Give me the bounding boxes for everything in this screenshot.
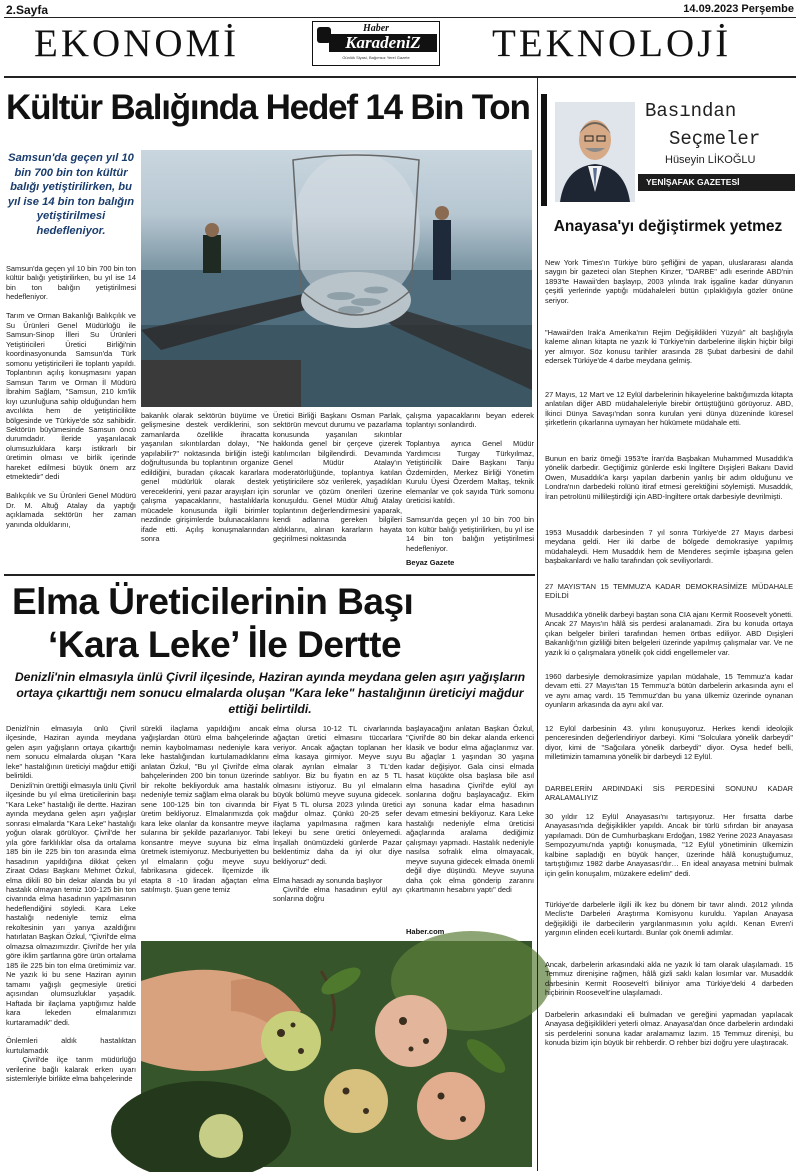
column-paragraph: 27 Mayıs, 12 Mart ve 12 Eylül darbelerinin hikayelerine baktığımızda kitapta anlatılan diğer ABD müdahaleleriyle birebir örtüştüğünü görüyoruz. ABD, İkinci Dünya Savaşı'ndan sonra kurulan yeni dünya düzeninde küresel şirketlerin çıkarlarına uymayan her hükümete müdahale etti.: [545, 390, 796, 428]
page-number: [6, 3, 48, 17]
headline-apple-1: Elma Üreticilerinin Başı: [12, 581, 414, 622]
section-title-left: EKONOMİ: [34, 22, 240, 65]
headline-fish: Kültür Balığında Hedef 14 Bin Ton: [6, 88, 530, 127]
column-paragraph: Ancak, darbelerin arkasındaki akla ne yazık ki tam olarak ulaşılamadı. 15 Temmuz direnişine rağmen, hâlâ gizli saklı kalan kısımlar var. Musaddık darbesinin Kermit Roosevelt'i biliniyor ama Türkiye'deki 4 darbeden hiçbirinin Roosevelt'ine ulaşılamadı.: [545, 960, 796, 998]
lead-apple: Denizli'nin elmasıyla ünlü Çivril ilçesinde, Haziran ayında meydana gelen aşırı yağışların ortaya çıkarttığı nem sonucu elmalarda oluşan "Kara leke" hastalığının üreticiyi mağdur ettiği belirtildi.: [14, 670, 526, 716]
author-portrait-illustration: [555, 102, 635, 202]
fish-farm-illustration: [141, 150, 532, 407]
apple-col-1: Denizli'nin elmasıyla ünlü Çivril ilçesinde, Haziran ayında meydana gelen aşırı yağışların ortaya çıkarttığı nem sonucu elmalarda oluşan "Kara leke" hastalığının üreticiyi mağdur ettiği belirtildi. Denizli'nin ürettiği elmasıyla ünlü Çivril ilçesinde bu yıl elma üreticilerinin başı "Kara Leke" hastalığı ile dertte. Haziran ayında meydana gelen aşırı yağışlar sonrası elmalarda "Kara Leke" hastalığı yoğun olarak görülüyor. Çivril'de her yıla göre farklılıklar olsa da ortalama 185 bin ile 225 bin ton arasında elma hasadının yapıldığına dikkat çeken Ziraat Odası Başkanı Mehmet Özkul, elma dikili 80 bin dekar alanda bu yıl hastalık olmayan temiz 100-125 bin ton civarında elma hasadının yapılmasının hedeflendiğini söyledi. Kara Leke hastalığı nedeniyle temiz elma rekoltesinin yarı yarıya azaldığını hatırlatan Başkan Özkul, "Çivril'de elma olmazsa olmazımızdır. Çivril'de her yıla göre iklim şartlarına göre ürün ortalama 185 ile 225 bin ton elma üretimimiz var. Ne yazık ki bu sene Haziran ayının tamamı yağışlı geçmesiyle üretici açısından olumsuzluklar yaşadık. Haftada bir ilaçlama yaptığımız halde kara lekeden elmalarımızı kurtaramadık" dedi. Önlemleri aldık hastalıktan kurtulamadık Çivril'de ilçe tarım müdürlüğü verilerine bağlı kalarak erken uyarı sistemleriyle birlikte elma bahçelerinde: [6, 724, 137, 1084]
column-body: [545, 258, 796, 1048]
apple-illustration: [141, 941, 532, 1167]
section-title-right: TEKNOLOJİ: [492, 22, 732, 65]
column-paragraph: Darbelerin arkasındaki eli bulmadan ve gereğini yapmadan yapılacak Anayasa değişiklikleri yeterli olmaz. Anayasa'dan önce darbelerin ardındaki sis perdelerini sonuna kadar aralamamız lazım. 15 Temmuz direnişi, bu konuda bizim için büyük bir rehberdir. O rehber bizi doğru yere ulaştıracak.: [545, 1010, 796, 1048]
column-subheading: DARBELERİN ARDINDAKİ SİS PERDESİNİ SONUNU KADAR ARALAMALIYIZ: [545, 784, 795, 803]
fish-col-2: bakanlık olarak sektörün büyüme ve gelişmesine destek verdiklerini, son zamanlarda özellikle ihracatta yaşanılan sıkıntılardan dolayı, "Ne yapılabilir?" noktasında birliğin isteği doğrultusunda bu toplantının organize edildiğini, buradan çıkacak kararlara genel müdürlük olarak destek vereceklerini, yeni pazar arayışları için çalışma yapacaklarını, hastalıklarla mücadele konusunda ilgili birimler nezdinde girişimlerde bulunacaklarını ifade etti. Açılış konuşmalarından sonra: [141, 411, 272, 544]
headline-apple-2: ‘Kara Leke’ İle Dertte: [48, 624, 402, 665]
apple-source: Haber.com: [406, 927, 445, 936]
column-paragraph: 1960 darbesiyle demokrasimize yapılan müdahale, 15 Temmuz'a kadar devam etti. 27 Mayıs'tan 15 Temmuz'a bütün darbelerin arkasında aynı el ve aynı amaç vardı. 15 Temmuz'dan bu yana ülkemiz üzerinde oynanan oyunların arkasında da aynı akıl var.: [545, 672, 796, 710]
column-paragraph: New York Times'ın Türkiye büro şefliğini de yapan, uluslararası alanda saygın bir gazeteci olan Stephen Kinzer, "DARBE" adlı eserinde ABD'nin 1893'te Hawaii'den başlayıp, 2003 yılında Irak işgaline kadar dünyanın çeşitli yerlerinde yaptığı müdahaleleri bütün çıplaklığıyla gözler önüne seriyor.: [545, 258, 796, 305]
apple-col-3: elma olursa 10-12 TL civarlarında ağaçtan üretici elmasını tüccarlara veriyor. Ancak ağaçtan toplanan her elma kasaya girmiyor. Meyve suyu olarak ayrılan elmalar 3 TL'den satılıyor. Biz bu fiyatın en az 5 TL olmasını istiyoruz. Bu yıl elmaların büyük bölümü meyve suyuna gidecek. Fiyat 5 TL olursa 2023 yılında üretici mağdur olmaz. Çünkü 20-25 sefer ilaçlama yapılmasına rağmen kara lekeyi bu sene üretici önleyemedi. İnşallah önümüzdeki günlerde Pazar beklentimiz daha da iyi olur diye bekliyoruz" dedi. Elma hasadı ay sonunda başlıyor Çivril'de elma hasadının eylül ayı sonlarına doğru: [273, 724, 403, 904]
logo-top-text: Haber: [362, 23, 390, 34]
fish-col-1: Samsun'da geçen yıl 10 bin 700 bin ton kültür balığı yetiştirilirken, bu yıl ise 14 bin ton balığın yetiştirilmesi hedefleniyor. Tarım ve Orman Bakanlığı Balıkçılık ve Su Ürünleri Genel Müdürlüğü ile Samsun-Sinop İlleri Su Ürünleri Yetiştiricileri Üretici Birliği'nin koordinasyonunda Samsun'da Türk somonu yetiştiricileri ile toplantı yapıldı. Toplantının açılış konuşmasını yapan Samsun Tarım ve Orman İl Müdürü İbrahim Sağlam, "Samsun, 210 km'lik kıyı uzunluğuna sahip olduğundan hem avcılıkta hem de yetiştiricilikte bölgesinde ve Türkiye'de söz sahibidir. Sektörün büyümesinde Samsun öncü durumdadır. İleride yaşanılacak olumsuzluklara karşı istikrarlı bir üretimin olması ve birlik içerinde hareket edilmesi büyük önem arz etmektedir" dedi Balıkçılık ve Su Ürünleri Genel Müdürü Dr. M. Altuğ Atalay da yaptığı açıklamada sektörün her zaman yanında olduklarını,: [6, 264, 136, 529]
column-label-1: Basından: [645, 100, 737, 122]
logo-subtitle: Günlük Siyasi, Bağımsız Yerel Gazete: [342, 55, 410, 60]
apple-col-2: sürekli ilaçlama yapıldığını ancak yağışlardan ötürü elma bahçelerinde nemin kaybolmaması nedeniyle kara leke hastalığından kurtulamadıklarını anlatan Özkul, "Bu yıl Çivril'de elma bahçelerinden 200 bin tonun üzerinde bir rekolte bekliyorduk ama hastalık nedeniyle temiz sağlam elma olarak bu sene 100-125 bin ton civarında bir üretim bekliyoruz. Elmalarımızda çok kara leke olanlar da konsantre meyve sularına bir şekilde pazarlanıyor. Tabi konsantre meyve suyuna biz elma üretmek istemiyoruz. Mecburiyetten bu yıl elmaların çoğu meyve suyu fabrikasına gidecek. İlçemizde ilk etapta 8 -10 liradan ağaçtan elma satılmıştı. Şuan gene temiz: [141, 724, 272, 894]
fish-farm-photo: [141, 150, 532, 407]
page-label: 2.Sayfa: [6, 3, 49, 17]
column-paragraph: 12 Eylül darbesinin 43. yılını konuşuyoruz. Herkes kendi ideolojik penceresinden değerlendiriyor darbeyi. Kimi "Solculara yönelik darbeydi" diyor, kimi de "Sağcılara yönelik darbeydi" diyor. Oysa hedef belli, milletimizin tamamına yönelik bir darbeydi 12 Eylül.: [545, 724, 796, 762]
issue-date: 14.09.2023 Perşembe: [683, 3, 794, 15]
column-paragraph: 1953 Musaddık darbesinden 7 yıl sonra Türkiye'de 27 Mayıs darbesi meydana geldi. Her iki darbe de bölgede demokrasiye yapılmış müdahaleydi. Hem Musaddık hem de Menderes seçimle işbaşına gelen başbakanlardı ve halkı tarafından çok seviliyorlardı.: [545, 528, 796, 566]
logo-main-text: KaradeniZ: [329, 34, 437, 52]
author-paper: YENİŞAFAK GAZETESİ: [638, 174, 795, 191]
column-label-2: Seçmeler: [669, 128, 761, 150]
fish-source: Beyaz Gazete: [406, 558, 455, 567]
column-paragraph: 30 yıldır 12 Eylül Anayasası'nı tartışıyoruz. Her fırsatta darbe Anayasası'nda değişiklikler yapıldı. Ancak bir türlü sıfırdan bir anayasa yapılamadı. Dün de Cumhurbaşkanı Erdoğan, 1982 Yerine 2023 Anayasası Sempozyumu'nda yaptığı konuşmada, "12 Eylül yönetiminin ülkemizin kalbine sapladığı en büyük hançer, üzerinde hâlâ konuştuğumuz, tartıştığımız 1982 darbe Anayasası'dır… En ideal anayasa metnini bulmak için gelin konuşalım, müzakere edelim" dedi.: [545, 812, 796, 878]
author-photo: [555, 102, 635, 202]
column-title: Anayasa'yı değiştirmek yetmez: [553, 218, 783, 235]
fish-col-4: çalışma yapacaklarını beyan ederek toplantıyı sonlandırdı. Toplantıya ayrıca Genel Müdür Yardımcısı Turgay Türkyılmaz, Yetiştiricilik Daire Başkanı Tanju Özdemirden, Merkez Birliği Yönetim Kurulu Üyesi Özerdem Maltaş, teknik elemanlar ve çok sayıda Türk somonu üreticisi katıldı. Samsun'da geçen yıl 10 bin 700 bin ton kültür balığı yetiştirilirken, bu yıl ise 14 bin ton balığın yetiştirilmesi hedefleniyor.: [406, 411, 534, 553]
author-name: Hüseyin LİKOĞLU: [665, 154, 756, 166]
column-paragraph: "Hawaii'den Irak'a Amerika'nın Rejim Değişiklikleri Yüzyılı" alt başlığıyla kaleme alınan kitapta ne yazık ki Türkiye'nin darbelerine ilişkin hiçbir bilgi yer almıyor. Söz konusu tarihler arasında 28 Şubat darbesini de dahil edersek Türkiye'de 4 darbe meydana gelmiş.: [545, 328, 796, 366]
newspaper-logo: [312, 21, 440, 66]
column-paragraph: Musaddık'a yönelik darbeyi baştan sona CIA ajanı Kermit Roosevelt yönetti. Ancak 27 Mayıs'ın hâlâ sis perdesi aralanamadı. Zira bu konuda ortaya çıkan belgeler birileri tarafından hemen örtbas ediliyor. ABD Dışişleri Bakanlığı'nın gizliliği biten belgeleri üzerinde yapılmış çalışmalar var. Ve ne yazık ki o çalışmalara yönelik çok ciddi engellemeler var.: [545, 610, 796, 657]
apple-col-4: başlayacağını anlatan Başkan Özkul, "Çivril'de 80 bin dekar alanda erkenci klasik ve bodur elma ağaçlarımız var. Bu ağaçlar 1 yaşından 30 yaşına kadar değişiyor. Gala cinsi elmada hasat küçükte olsa başlasa bile asıl elma hasadına Çivril'de eylül ayı sonlarına doğru başlayacağız. Ekim ayı sonuna kadar elma hasadının devam etmesini bekliyoruz. Kara Leke hastalığı nedeniyle elma üreticisi ağaçlarında aralama dediğimiz çalışmayı yapmadı. Hastalık nedeniyle nasılsa sofralık elma olmayacak, meyve suyuna gidecek elmada önemli değil diye düşündü. Meyve suyuna daha çok elma gönderip zararını çıkartmanın hesabını yaptı" dedi: [406, 724, 537, 894]
column-paragraph: Bunun en bariz örneği 1953'te İran'da Başbakan Muhammed Musaddık'a yönelik darbedir. Geçtiğimiz günlerde eski İngiltere Dışişleri Bakanı David Owen, Musaddık'a karşı yapılan darbenin yanlış bir adım olduğunu ve Londra'nın darbedeki rolünü itiraf etmesi gerektiğini söylemişti. Musaddık, İran petrolünü millileştirdiği için ABD-İngiltere ortak darbesiyle devrilmişti.: [545, 454, 796, 501]
column-subheading: 27 MAYIS'TAN 15 TEMMUZ'A KADAR DEMOKRASİMİZE MÜDAHALE EDİLDİ: [545, 582, 796, 601]
column-paragraph: Türkiye'de darbelerle ilgili ilk kez bu dönem bir tavır alındı. 2012 yılında Meclis'te Darbeleri Araştırma Komisyonu kuruldu. Yapılan Anayasa değişikliği ile darbecilerin yargılanmasının yolu açıldı. Kenan Evren'i yargının elinden eceli kurtardı. Bunlar çok önemli adımlar.: [545, 900, 796, 938]
apple-photo: [141, 941, 532, 1167]
lead-fish: Samsun'da geçen yıl 10 bin 700 bin ton kültür balığı yetiştirilirken, bu yıl ise 14 bin ton balığın yetiştirilmesi hedefleniyor.: [7, 152, 135, 237]
column-header: [541, 94, 795, 206]
fish-col-3: Üretici Birliği Başkanı Osman Parlak, sektörün mevcut durumu ve pazarlama konusunda yaşanılan sıkıntılar hakkında genel bir çerçeve çizerek katılımcıları bilgilendirdi. Devamında Genel Müdür Atalay'ın moderatörlüğünde, toplantıya katılan yetiştiricilere söz verilerek, yaşadıkları sorunlar ve çözüm önerileri üzerine konuşuldu. Genel Müdür Altuğ Atalay toplantının değerlendirmesini yaparak, kendi adlarına gereken bilgileri aldıklarını, alınan kararların hayata geçirilmesi noktasında: [273, 411, 405, 544]
